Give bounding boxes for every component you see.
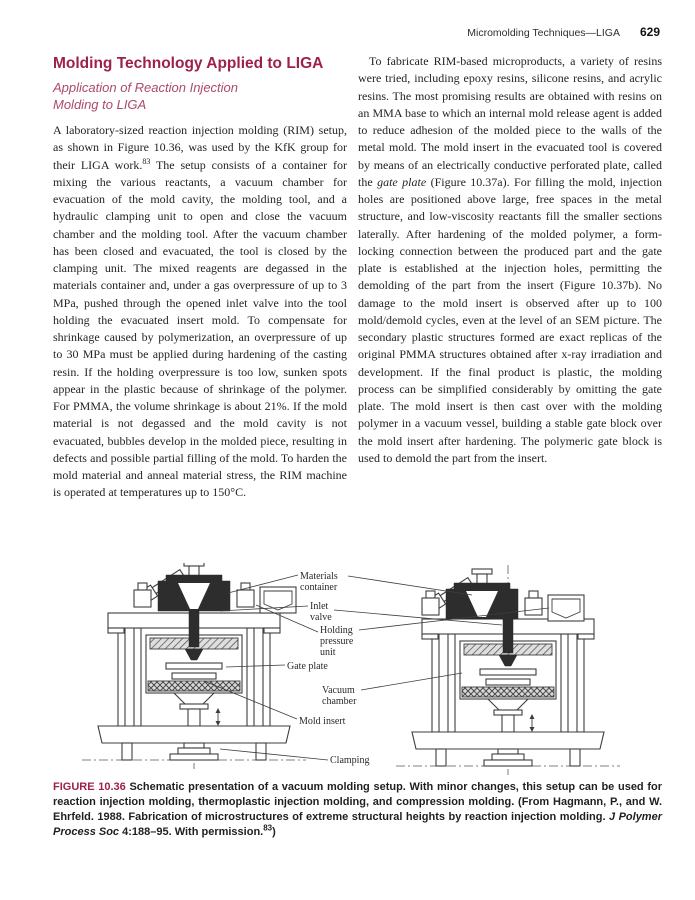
label-holding-pressure-unit: unit (320, 647, 336, 658)
running-head (0, 25, 660, 39)
label-inlet-valve: Inlet (310, 601, 329, 612)
label-gate-plate: Gate plate (287, 661, 328, 672)
footnote-ref-83: 83 (142, 156, 151, 166)
caption-text: Schematic presentation of a vacuum molding setup. With minor changes, this setup can be used for reaction injection molding, thermoplastic injection molding, and compression molding. (From Hagmann, P., and W. Ehrfeld. 1988. Fabrication of microstructures of extreme structural heights by reaction injection molding. (53, 781, 662, 823)
paragraph-text: To fabricate RIM-based microproducts, a variety of resins were tried, including epoxy resins, silicone resins, and acrylic resins. The most promising results are obtained with resins on an MMA base to which an internal mold release agent is added to reduce adhesion of the molded piece to the walls of the metal mold. The mold insert in the evacuated tool is covered by means of an electrically conductive perforated plate, called the (358, 54, 662, 189)
label-mold-insert: Mold insert (299, 716, 346, 727)
label-materials-container: Materials (300, 571, 338, 582)
footnote-ref-83: 83 (263, 823, 273, 833)
subsection-title-line1: Application of Reaction Injection (53, 80, 239, 95)
left-column (53, 55, 347, 502)
caption-journal-name: J Polymer Process Soc (53, 811, 662, 838)
subsection-title (53, 80, 347, 113)
right-machine-drawing (396, 565, 620, 775)
caption-text: 4:188–95. With permission. (119, 826, 264, 838)
label-clamping: Clamping (330, 755, 370, 766)
label-vacuum-chamber: Vacuum (322, 685, 355, 696)
left-column-paragraph (53, 122, 347, 502)
subsection-title-line2: Molding to LIGA (53, 96, 147, 112)
paragraph-text: The setup consists of a container for mixing the various reactants, a vacuum chamber for evacuation of the mold cavity, the molding tool, and a hydraulic clamping unit to open and close the vacuum chamber and the molding tool. After the vacuum chamber has been closed and evacuated, the tool is closed by the clamping unit. The mixed reagents are degassed in the materials container and, under a gas overpressure of up to 3 MPa, pushed through the opened inlet valve into the tool holding the evacuated insert mold. To compensate for shrinkage caused by polymerization, an overpressure of up to 30 MPa must be applied during hardening of the casting resin. If the holding overpressure is too low, sunken spots appear in the plastic because of shrinkage of the polymer. For PMMA, the volume shrinkage is about 21%. If the mold material is not degassed and the mold cavity is not evacuated, bubbles develop in the molded piece, resulting in defects and possible partial filling of the mold. To harden the mold material and anneal material stress, the RIM machine is operated at temperatures up to 150°C. (53, 157, 347, 500)
label-inlet-valve: valve (310, 612, 332, 623)
left-machine-drawing (82, 563, 306, 769)
right-column (358, 53, 662, 467)
caption-text: ) (272, 826, 276, 838)
figure-labels (287, 571, 369, 766)
paragraph-text: A laboratory-sized reaction injection molding (RIM) setup, as shown in Figure 10.36, was used by the KfK group for their LIGA work. (53, 123, 347, 172)
label-holding-pressure-unit: Holding (320, 625, 353, 636)
label-vacuum-chamber: chamber (322, 696, 357, 707)
term-gate-plate: gate plate (377, 174, 427, 189)
figure-caption-label: FIGURE 10.36 (53, 781, 126, 793)
figure-10-36 (78, 563, 638, 778)
paragraph-text: (Figure 10.37a). For filling the mold, injection holes are positioned above large, free spaces in the metal structure, and low-viscosity reactants fill the smaller sections laterally. After hardening of the molded polymer, a form-locking connection between the produced part and the gate plate is established at the injection holes, permitting the demolding of the part from the insert (Figure 10.37b). No damage to the mold insert is observed after up to 100 mold/demold cycles, even at the level of an SEM picture. The secondary plastic structures formed are exact replicas of the original PMMA structures obtained after x-ray irradiation and development. If the final product is plastic, the molding process can be simplified considerably by omitting the gate plate. The mold insert is then cast over with the molding polymer in a vacuum vessel, building a stable gate block over the mold insert after hardening. The polymeric gate block is used to demold the part from the insert. (358, 174, 663, 465)
figure-caption (53, 780, 662, 840)
page-number: 629 (639, 25, 660, 39)
running-head-title: Micromolding Techniques—LIGA (467, 27, 620, 39)
label-materials-container: container (300, 582, 338, 593)
section-title: Molding Technology Applied to LIGA (53, 55, 324, 72)
right-column-paragraph (358, 53, 662, 467)
label-holding-pressure-unit: pressure (320, 636, 354, 647)
vacuum-molding-schematic (78, 563, 638, 778)
